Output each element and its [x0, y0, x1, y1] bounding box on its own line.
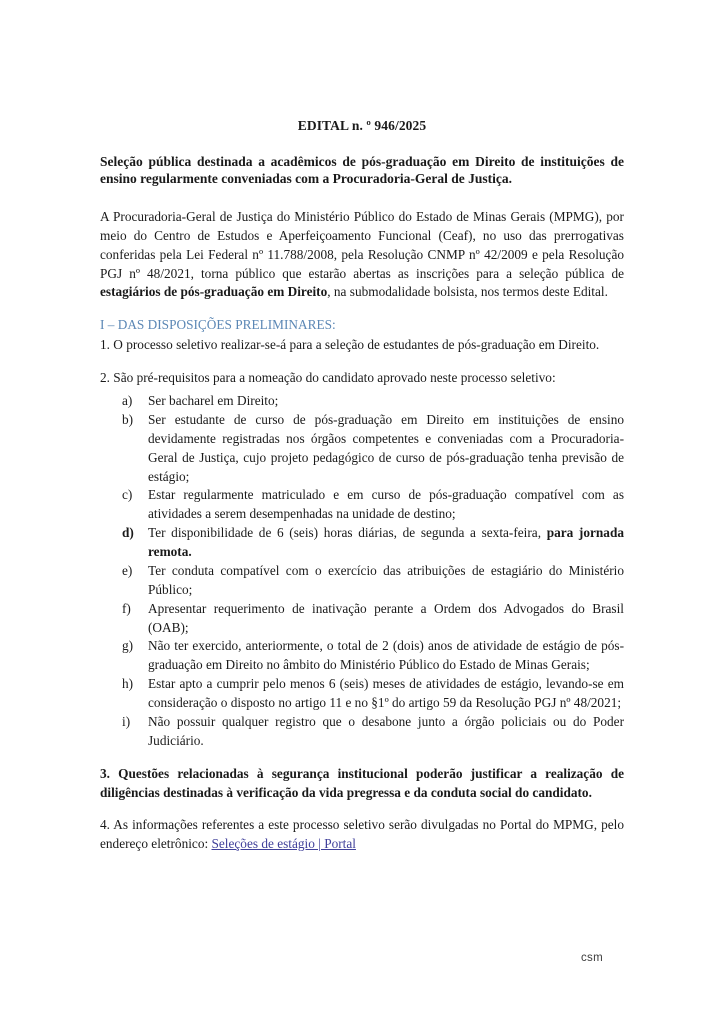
list-item-marker: c)	[122, 487, 133, 503]
list-item	[100, 562, 624, 600]
list-item-marker: f)	[122, 600, 131, 616]
list-item-label: Não possuir qualquer registro que o desabone junto a órgão policiais ou do Poder Judiciário.	[148, 713, 624, 748]
document-content	[100, 118, 624, 868]
intro-text-part1: A Procuradoria-Geral de Justiça do Ministério Público do Estado de Minas Gerais (MPMG), por meio do Centro de Estudos e Aperfeiçoamento Funcional (Ceaf), no uso das prerrogativas conferidas pela Lei Federal nº 11.788/2008, pela Resolução CNMP nº 42/2009 e pela Resolução PGJ nº 48/2021, torna público que estarão abertas as inscrições para a seleção pública de	[100, 208, 624, 281]
list-item	[100, 486, 624, 524]
intro-paragraph	[100, 208, 624, 302]
list-item	[100, 713, 624, 751]
list-item-label: Ter disponibilidade de 6 (seis) horas diárias, de segunda a sexta-feira,	[148, 525, 547, 541]
list-item-marker: d)	[122, 525, 134, 541]
list-item-emphasis: para jornada remota.	[148, 525, 624, 560]
clause-2-lead: 2. São pré-requisitos para a nomeação do candidato aprovado neste processo seletivo:	[100, 370, 556, 386]
list-item-marker: a)	[122, 393, 133, 409]
footer-watermark: csm	[581, 952, 603, 964]
requirements-list	[100, 392, 624, 751]
list-item	[100, 524, 624, 562]
list-item-label: Estar apto a cumprir pelo menos 6 (seis) meses de atividades de estágio, levando-se em consideração o disposto no artigo 11 e no §1º do artigo 59 da Resolução PGJ nº 48/2021;	[148, 676, 624, 711]
list-item-label: Apresentar requerimento de inativação perante a Ordem dos Advogados do Brasil (OAB);	[148, 600, 624, 635]
intro-text-emphasis: estagiários de pós-graduação em Direito	[100, 284, 328, 300]
list-item-label: Ter conduta compatível com o exercício das atribuições de estagiário do Ministério Público;	[148, 562, 624, 597]
selecoes-de-estagio-portal-link[interactable]: Seleções de estágio | Portal	[211, 836, 356, 852]
document-subtitle: Seleção pública destinada a acadêmicos de pós-graduação em Direito de instituições de ensino regularmente conveniadas com a Procuradoria-Geral de Justiça.	[100, 153, 624, 187]
page-title: EDITAL n. º 946/2025	[297, 118, 427, 133]
clause-4	[100, 816, 624, 854]
list-item-label: Não ter exercido, anteriormente, o total de 2 (dois) anos de atividade de estágio de pós-graduação em Direito no âmbito do Ministério Público do Estado de Minas Gerais;	[148, 638, 624, 673]
list-item-marker: g)	[122, 638, 134, 654]
list-item-marker: h)	[122, 676, 134, 692]
list-item-marker: i)	[122, 713, 131, 729]
list-item-label: Ser bacharel em Direito;	[148, 393, 279, 409]
list-item-label: Ser estudante de curso de pós-graduação em Direito em instituições de ensino devidamente registradas nos órgãos competentes e conveniadas com a Procuradoria-Geral de Justiça, cujo projeto pedagógico de curso de pós-graduação tenha previsão de estágio;	[148, 411, 624, 484]
list-item	[100, 637, 624, 675]
clause-1: 1. O processo seletivo realizar-se-á para a seleção de estudantes de pós-graduação em Direito.	[100, 337, 600, 353]
list-item-marker: b)	[122, 411, 134, 427]
list-item-label: Estar regularmente matriculado e em curso de pós-graduação compatível com as atividades a serem desempenhadas na unidade de destino;	[148, 487, 624, 522]
clause-4-text: 4. As informações referentes a este processo seletivo serão divulgadas no Portal do MPMG, pelo endereço eletrônico:	[100, 817, 624, 852]
list-item	[100, 392, 624, 411]
clause-3: 3. Questões relacionadas à segurança institucional poderão justificar a realização de diligências destinadas à verificação da vida pregressa e da conduta social do candidato.	[100, 765, 624, 800]
list-item	[100, 675, 624, 713]
list-item-marker: e)	[122, 562, 133, 578]
section-heading-disposicoes-preliminares: I – DAS DISPOSIÇÕES PRELIMINARES:	[100, 317, 336, 333]
list-item	[100, 600, 624, 638]
list-item	[100, 411, 624, 487]
intro-text-part2: , na submodalidade bolsista, nos termos deste Edital.	[327, 284, 608, 300]
